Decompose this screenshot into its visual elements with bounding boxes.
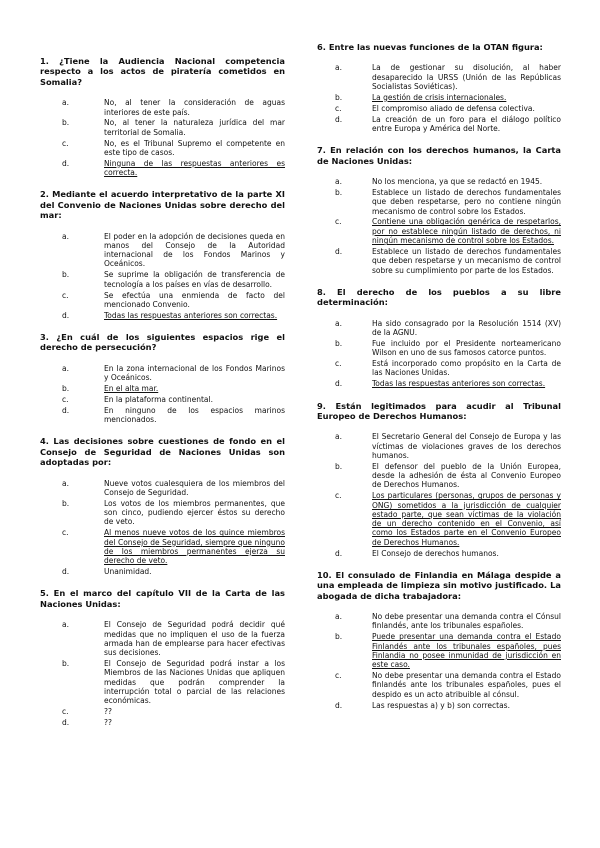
option-text: Establece un listado de derechos fundamentales que deben respetarse, pero no contiene ningún mecanismo de control sobre los Estados. (372, 187, 561, 216)
option-text-correct: En el alta mar. (104, 384, 159, 394)
answer-option (40, 718, 285, 727)
option-text: El Secretario General del Consejo de Europa y las víctimas de violaciones graves de los derechos humanos. (372, 432, 561, 460)
option-text-correct: Los particulares (personas, grupos de personas y ONG) sometidos a la jurisdicción de cualquier estado parte, que sean víctimas de la violación de un derecho contenido en el Convenio, así como los Estados parte en el Convenio Europeo de Derechos Humanos. (372, 491, 561, 547)
option-letter: a. (335, 63, 342, 73)
option-letter: b. (335, 632, 343, 642)
option-letter: b. (62, 498, 70, 508)
option-letter: b. (62, 658, 70, 668)
answer-option (40, 364, 285, 383)
option-letter: c. (62, 394, 69, 404)
right-column (317, 42, 561, 722)
option-text: Los votos de los miembros permanentes, que son cinco, pudiendo ejercer éstos su derecho de veto. (104, 498, 285, 527)
option-text: No, al tener la naturaleza jurídica del mar territorial de Somalia. (104, 118, 285, 137)
answer-option (40, 620, 285, 657)
answer-option (317, 612, 561, 631)
answer-option (40, 406, 285, 425)
option-list (317, 432, 561, 558)
option-text-correct: Todas las respuestas anteriores son correctas. (104, 310, 278, 320)
option-text: La creación de un foro para el diálogo político entre Europa y América del Norte. (372, 114, 561, 133)
option-letter: a. (62, 478, 69, 488)
question-title: 4. Las decisiones sobre cuestiones de fondo en el Consejo de Seguridad de Naciones Unidas son adoptadas por: (40, 436, 285, 468)
question-block (40, 588, 285, 727)
answer-option (317, 491, 561, 547)
answer-option (40, 707, 285, 716)
question-title: 9. Están legitimados para acudir al Tribunal Europeo de Derechos Humanos: (317, 400, 561, 421)
question-block (40, 189, 285, 320)
option-letter: b. (62, 118, 70, 128)
answer-option (317, 217, 561, 245)
option-letter: d. (62, 310, 70, 320)
option-letter: a. (62, 363, 69, 373)
option-letter: c. (62, 707, 69, 717)
answer-option (317, 339, 561, 358)
question-title: 1. ¿Tiene la Audiencia Nacional competencia respecto a los actos de piratería cometidos en Somalia? (40, 56, 285, 87)
answer-option (40, 291, 285, 310)
answer-option (40, 98, 285, 117)
option-text: Se efectúa una enmienda de facto del mencionado Convenio. (104, 290, 285, 309)
option-text-correct: Puede presentar una demanda contra el Estado Finlandés ante los tribunales españoles, pues Finlandia no posee inmunidad de jurisdicción en este caso. (372, 632, 561, 670)
option-text: Se suprime la obligación de transferencia de tecnología a los países en vías de desarrollo. (104, 270, 285, 289)
question-title: 2. Mediante el acuerdo interpretativo de la parte XI del Convenio de Naciones Unidas sobre derecho del mar: (40, 189, 285, 221)
question-block (317, 42, 561, 133)
option-text: Nueve votos cualesquiera de los miembros del Consejo de Seguridad. (104, 478, 285, 497)
answer-option (317, 104, 561, 113)
option-letter: a. (335, 318, 342, 328)
option-text: El Consejo de Seguridad podrá decidir qué medidas que no impliquen el uso de la fuerza armada han de emplearse para hacer efectivas sus decisiones. (104, 620, 285, 658)
option-text: El poder en la adopción de decisiones queda en manos del Consejo de la Autoridad internacional de los Fondos Marinos y Oceánicos. (104, 231, 285, 269)
option-text-correct: Al menos nueve votos de los quince miembros del Consejo de Seguridad, siempre que ninguno de los miembros permanentes ejerza su derecho de veto. (104, 528, 285, 566)
answer-option (317, 247, 561, 275)
option-letter: d. (62, 717, 70, 727)
option-list (40, 232, 285, 320)
option-letter: b. (335, 187, 343, 197)
left-column (40, 56, 285, 739)
answer-option (40, 139, 285, 158)
answer-option (317, 115, 561, 134)
answer-option (317, 188, 561, 216)
question-title: 7. En relación con los derechos humanos, la Carta de Naciones Unidas: (317, 145, 561, 166)
option-letter: b. (62, 270, 70, 280)
option-letter: b. (335, 92, 343, 102)
option-list (317, 612, 561, 710)
option-letter: a. (335, 177, 342, 187)
option-text-correct: La gestión de crisis internacionales. (372, 92, 507, 102)
answer-option (40, 384, 285, 393)
question-title: 5. En el marco del capítulo VII de la Carta de las Naciones Unidas: (40, 588, 285, 609)
question-block (40, 332, 285, 424)
answer-option (317, 549, 561, 558)
option-list (317, 319, 561, 389)
answer-option (317, 671, 561, 699)
option-letter: a. (62, 231, 69, 241)
answer-option (40, 659, 285, 705)
option-letter: d. (335, 379, 343, 389)
answer-option (317, 319, 561, 338)
option-letter: d. (335, 246, 343, 256)
answer-option (40, 499, 285, 527)
option-text: No debe presentar una demanda contra el Cónsul finlandés, ante los tribunales españoles. (372, 612, 561, 631)
answer-option (40, 232, 285, 269)
option-letter: a. (335, 612, 342, 622)
option-list (40, 364, 285, 425)
option-text: Fue incluido por el Presidente norteamericano Wilson en uno de sus famosos catorce puntos. (372, 338, 561, 358)
option-text: El Consejo de derechos humanos. (372, 548, 499, 558)
question-title: 3. ¿En cuál de los siguientes espacios rige el derecho de persecución? (40, 332, 285, 353)
answer-option (317, 379, 561, 388)
option-text: No debe presentar una demanda contra el Estado finlandés ante los tribunales españoles, pues el despido es un acto atribuible al cónsul. (372, 671, 561, 699)
option-text-correct: Ninguna de las respuestas anteriores es correcta. (104, 158, 285, 178)
option-letter: c. (335, 359, 342, 369)
option-text: Establece un listado de derechos fundamentales que deben respetarse y un mecanismo de control sobre su cumplimiento por parte de los Estados. (372, 246, 561, 275)
option-text: ?? (104, 707, 112, 717)
question-title: 6. Entre las nuevas funciones de la OTAN figura: (317, 42, 543, 52)
option-text: No, es el Tribunal Supremo el competente en este tipo de casos. (104, 138, 285, 157)
option-text: El Consejo de Seguridad podrá instar a los Miembros de las Naciones Unidas que apliquen medidas que podrán comprender la interrupción total o parcial de las relaciones económicas. (104, 658, 285, 706)
option-text: No, al tener la consideración de aguas interiores de este país. (104, 98, 285, 117)
option-letter: d. (62, 405, 70, 415)
option-text: En la plataforma continental. (104, 394, 213, 404)
option-text: La de gestionar su disolución, al haber desaparecido la URSS (Unión de las Repúblicas Socialistas Soviéticas). (372, 63, 561, 91)
option-text-correct: Contiene una obligación genérica de respetarlos, por no establece ningún listado de derechos, ni ningún mecanismo de control sobre los Estados. (372, 217, 561, 246)
option-list (40, 98, 285, 177)
option-text-correct: Todas las respuestas anteriores son correctas. (372, 379, 546, 389)
answer-option (40, 118, 285, 137)
option-text: Unanimidad. (104, 567, 152, 577)
option-list (40, 479, 285, 577)
option-letter: d. (62, 567, 70, 577)
option-letter: d. (335, 700, 343, 710)
answer-option (40, 311, 285, 320)
option-letter: c. (335, 103, 342, 113)
option-letter: c. (62, 528, 69, 538)
option-list (40, 620, 285, 727)
answer-option (317, 462, 561, 490)
option-text: En la zona internacional de los Fondos Marinos y Oceánicos. (104, 363, 285, 383)
option-list (317, 177, 561, 275)
option-text: Ha sido consagrado por la Resolución 1514 (XV) de la AGNU. (372, 318, 561, 337)
option-letter: d. (335, 114, 343, 124)
option-letter: c. (62, 290, 69, 300)
answer-option (40, 567, 285, 576)
option-letter: d. (335, 548, 343, 558)
option-letter: b. (335, 461, 343, 471)
option-letter: c. (335, 671, 342, 681)
answer-option (317, 432, 561, 460)
answer-option (317, 701, 561, 710)
answer-option (317, 359, 561, 378)
answer-option (40, 159, 285, 178)
option-letter: a. (62, 98, 69, 108)
option-letter: a. (62, 620, 69, 630)
option-letter: a. (335, 432, 342, 442)
option-text: El compromiso aliado de defensa colectiva. (372, 103, 535, 113)
question-block (317, 145, 561, 275)
option-letter: c. (62, 138, 69, 148)
option-letter: d. (62, 158, 70, 168)
answer-option (317, 632, 561, 669)
answer-option (40, 479, 285, 498)
question-block (317, 287, 561, 389)
answer-option (317, 63, 561, 91)
option-text: No los menciona, ya que se redactó en 1945. (372, 177, 543, 187)
option-letter: c. (335, 491, 342, 501)
question-block (317, 570, 561, 710)
question-block (40, 436, 285, 576)
option-letter: c. (335, 217, 342, 227)
answer-option (40, 528, 285, 565)
answer-option (317, 93, 561, 102)
option-letter: b. (335, 338, 343, 348)
option-text: En ninguno de los espacios marinos mencionados. (104, 405, 285, 425)
question-title: 10. El consulado de Finlandia en Málaga despide a una empleada de limpieza sin motivo justificado. La abogada de dicha trabajadora: (317, 569, 561, 601)
answer-option (40, 395, 285, 404)
option-text: ?? (104, 717, 112, 727)
option-list (317, 63, 561, 133)
answer-option (317, 177, 561, 186)
answer-option (40, 270, 285, 289)
option-letter: b. (62, 384, 70, 394)
question-block (317, 401, 561, 558)
question-block (40, 56, 285, 177)
option-text: Las respuestas a) y b) son correctas. (372, 700, 510, 710)
option-text: El defensor del pueblo de la Unión Europea, desde la adhesión de ésta al Convenio Europeo de Derechos Humanos. (372, 461, 561, 490)
option-text: Está incorporado como propósito en la Carta de las Naciones Unidas. (372, 359, 561, 378)
question-title: 8. El derecho de los pueblos a su libre determinación: (317, 286, 561, 308)
